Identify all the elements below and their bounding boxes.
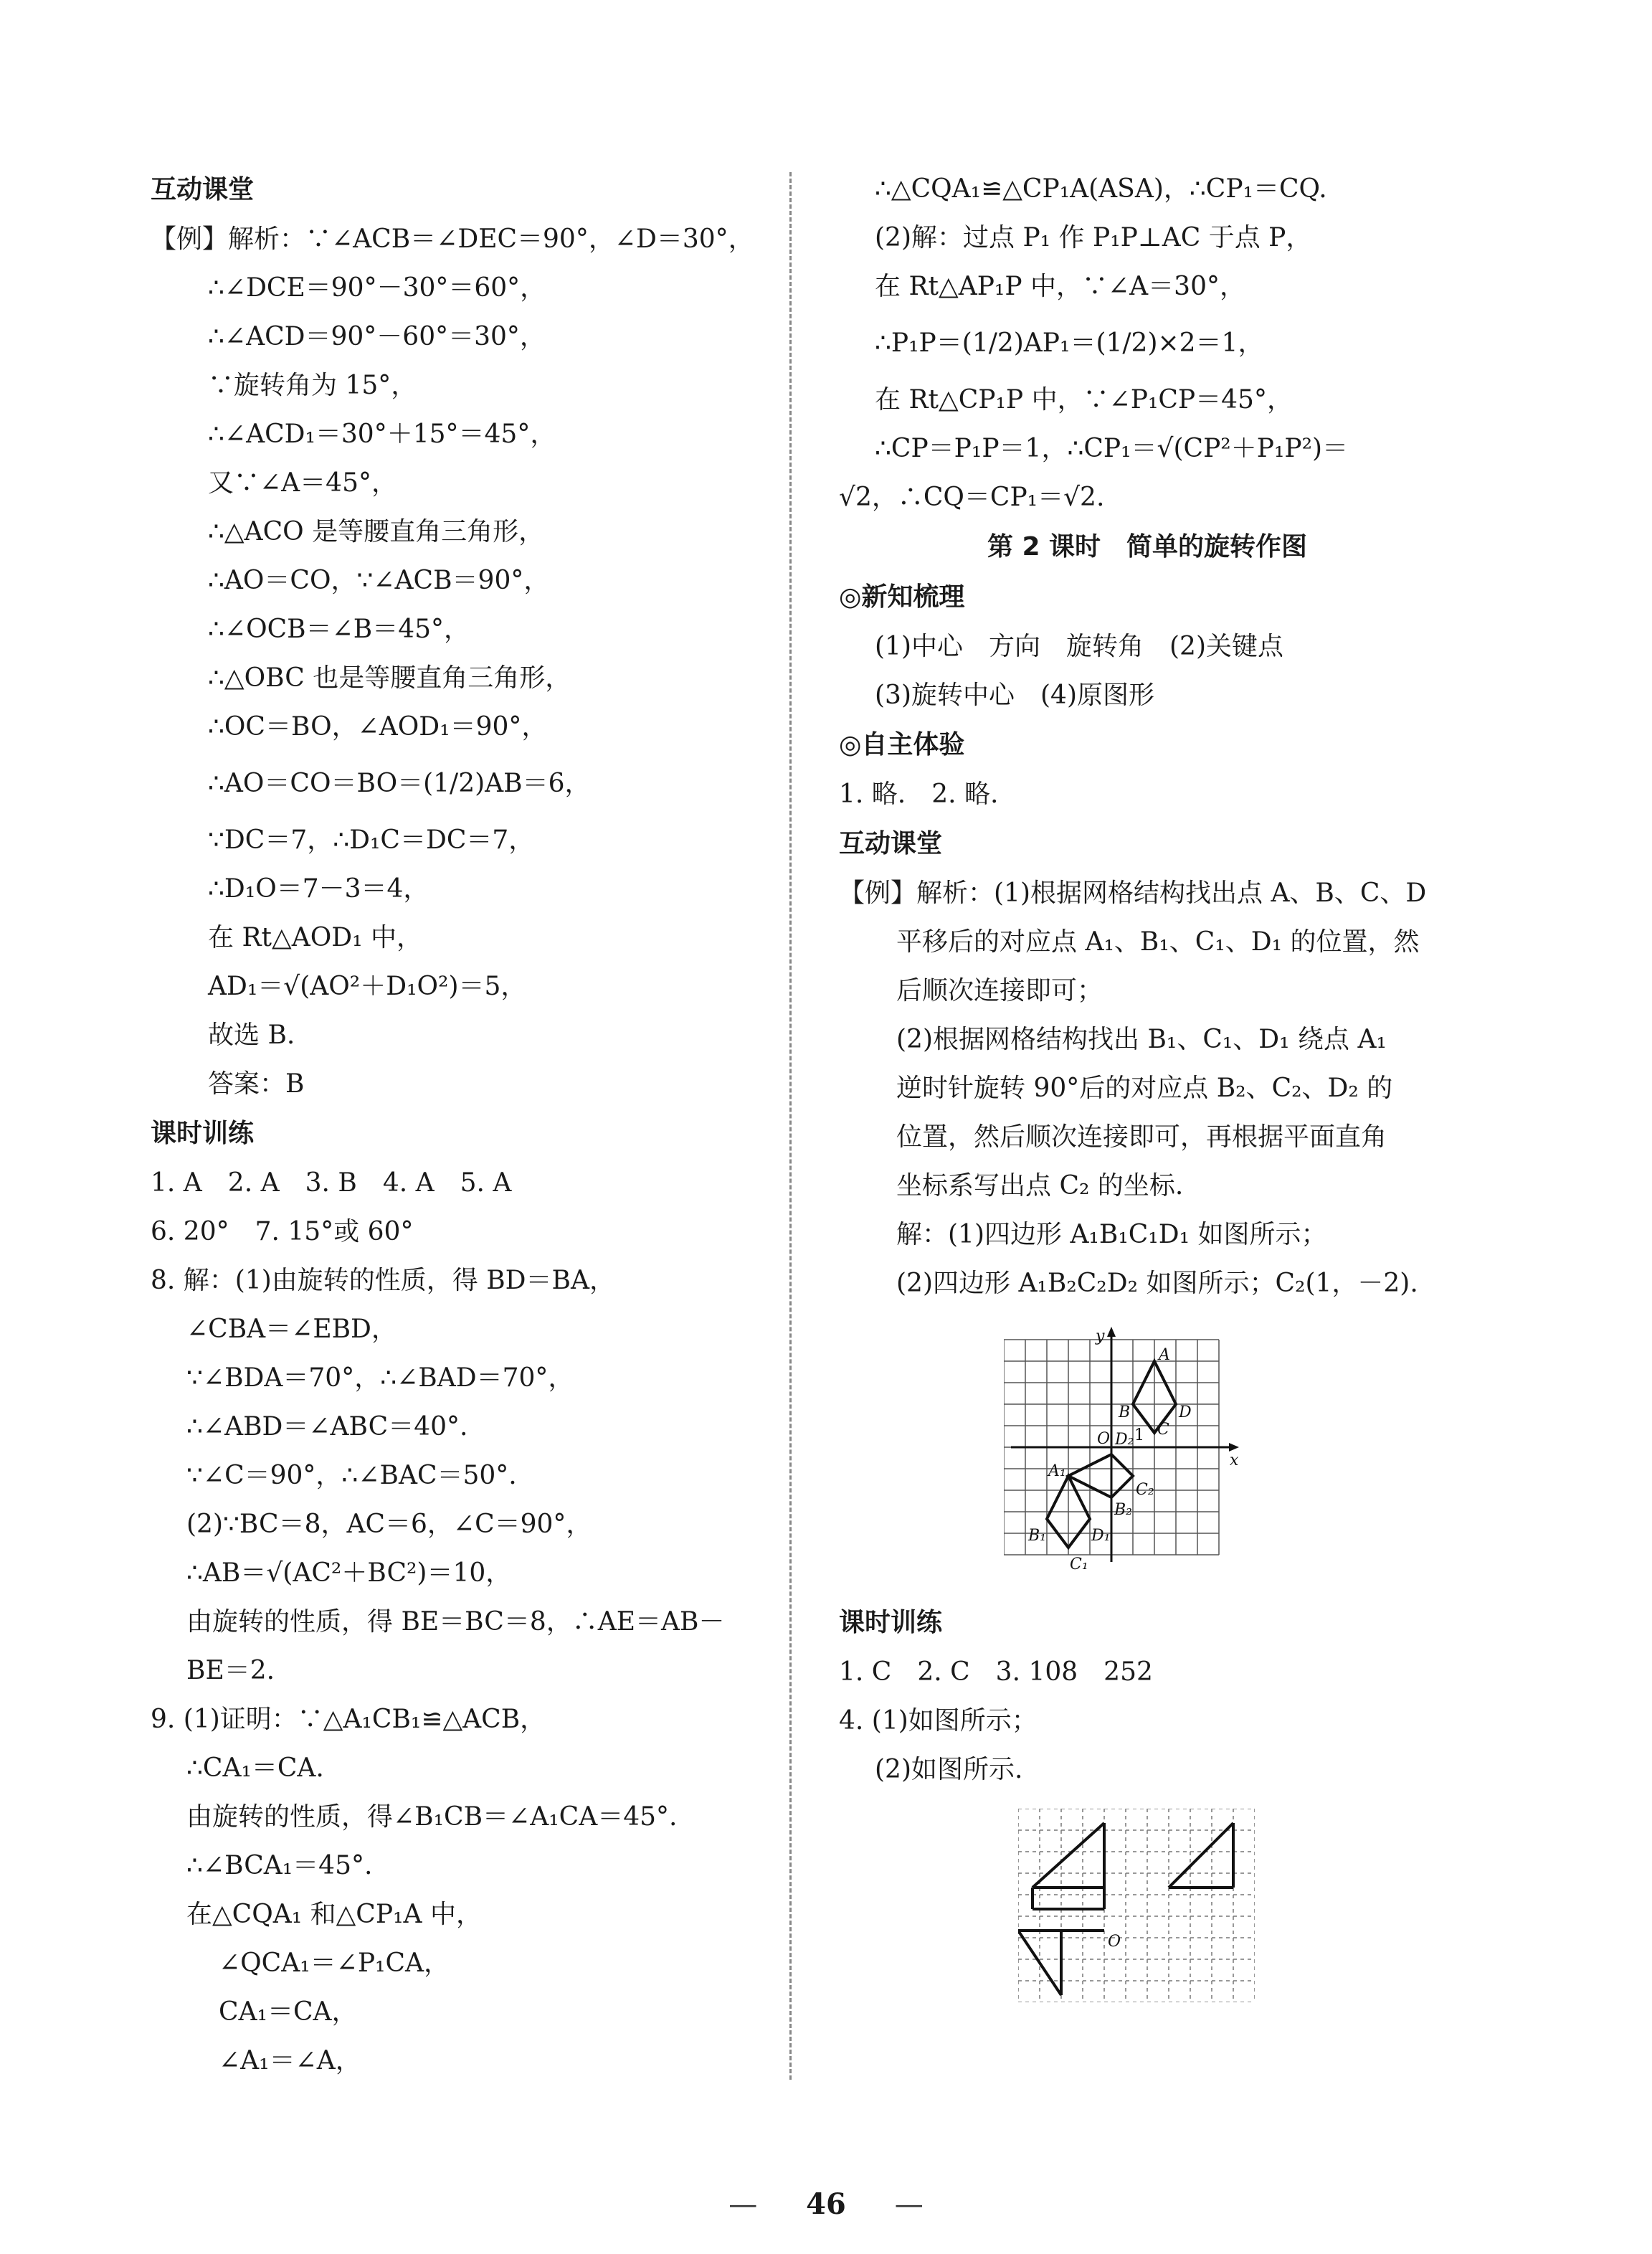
text-line: ∴AO＝CO＝BO＝(1/2)AB＝6，	[208, 769, 591, 798]
text-line: (2)四边形 A₁B₂C₂D₂ 如图所示；C₂(1，－2).	[896, 1269, 1418, 1298]
left-column	[151, 165, 767, 2085]
text-line: ∴OC＝BO，∠AOD₁＝90°，	[208, 712, 548, 742]
text-line: 逆时针旋转 90°后的对应点 B₂、C₂、D₂ 的	[896, 1074, 1393, 1103]
text-line: (1)中心 方向 旋转角 (2)关键点	[875, 632, 1283, 661]
label-B: B	[1119, 1403, 1131, 1421]
label-C: C	[1157, 1421, 1169, 1439]
text-line: ∴AO＝CO，∵∠ACB＝90°，	[208, 566, 550, 595]
text-line: 后顺次连接即可；	[896, 976, 1103, 1005]
text-line: 1. 略. 2. 略.	[839, 780, 999, 809]
label-D1: D₁	[1091, 1527, 1111, 1545]
text-line: ∴∠ACD₁＝30°＋15°＝45°，	[208, 420, 556, 449]
text-line: 在 Rt△AP₁P 中，∵∠A＝30°，	[875, 272, 1245, 301]
label-origin-2: O	[1108, 1933, 1121, 1951]
section-heading: 互动课堂	[151, 175, 255, 204]
text-line: CA₁＝CA，	[219, 1997, 358, 2027]
label-origin: O	[1097, 1430, 1111, 1448]
label-one: 1	[1134, 1426, 1144, 1444]
page-number: — 46 —	[728, 2187, 924, 2221]
label-A: A	[1159, 1346, 1170, 1364]
rotation-grid-figure	[1018, 1809, 1255, 2002]
text-line: ∴D₁O＝7－3＝4，	[208, 874, 429, 904]
text-line: (2)如图所示.	[875, 1755, 1023, 1784]
text-line: (2)根据网格结构找出 B₁、C₁、D₁ 绕点 A₁	[896, 1025, 1387, 1054]
text-line: ∴CP＝P₁P＝1，∴CP₁＝√(CP²＋P₁P²)＝	[875, 434, 1349, 463]
label-D: D	[1179, 1403, 1192, 1421]
text-line: (2)解：过点 P₁ 作 P₁P⊥AC 于点 P，	[875, 223, 1312, 252]
text-line: ∴∠ACD＝90°－60°＝30°，	[208, 322, 546, 351]
text-line: 8. 解：(1)由旋转的性质，得 BD＝BA，	[151, 1266, 616, 1295]
text-line: ∠CBA＝∠EBD，	[186, 1315, 397, 1344]
text-line: ∴△OBC 也是等腰直角三角形，	[208, 663, 571, 693]
text-line: 由旋转的性质，得 BE＝BC＝8，∴AE＝AB－	[186, 1607, 725, 1637]
text-line: 故选 B.	[208, 1021, 295, 1050]
text-line: ∴△ACO 是等腰直角三角形，	[208, 517, 545, 546]
text-line: ∠QCA₁＝∠P₁CA，	[219, 1948, 450, 1978]
section-heading: 第 2 课时 简单的旋转作图	[987, 532, 1308, 562]
text-line: 由旋转的性质，得∠B₁CB＝∠A₁CA＝45°.	[186, 1802, 678, 1832]
section-heading: ◎自主体验	[839, 730, 965, 759]
text-line: √2，∴CQ＝CP₁＝√2.	[839, 483, 1105, 512]
section-heading: 课时训练	[839, 1608, 943, 1637]
text-line: ∵∠C＝90°，∴∠BAC＝50°.	[186, 1461, 517, 1490]
section-heading: ◎新知梳理	[839, 582, 965, 612]
text-line: 1. C 2. C 3. 108 252	[839, 1657, 1153, 1687]
text-line: 在 Rt△AOD₁ 中，	[208, 923, 422, 952]
text-line: ∴△CQA₁≌△CP₁A(ASA)，∴CP₁＝CQ.	[875, 174, 1327, 204]
page-number-value: 46	[806, 2187, 846, 2221]
text-line: ∵∠BDA＝70°，∴∠BAD＝70°，	[186, 1363, 574, 1393]
text-line: ∴∠OCB＝∠B＝45°，	[208, 615, 470, 644]
label-D2: D₂	[1115, 1431, 1134, 1449]
label-A1: A₁	[1048, 1462, 1066, 1480]
right-column	[839, 165, 1456, 2002]
label-x: x	[1230, 1452, 1239, 1469]
text-line: BE＝2.	[186, 1656, 275, 1685]
label-C2: C₂	[1136, 1481, 1154, 1499]
text-line: ∴AB＝√(AC²＋BC²)＝10，	[186, 1558, 512, 1588]
text-line: ∵DC＝7，∴D₁C＝DC＝7，	[208, 825, 535, 855]
text-line: 在 Rt△CP₁P 中，∵∠P₁CP＝45°，	[875, 385, 1293, 415]
label-C1: C₁	[1070, 1555, 1088, 1573]
section-heading: 互动课堂	[839, 829, 943, 858]
text-line: 答案：B	[208, 1069, 305, 1099]
text-line: ∴∠ABD＝∠ABC＝40°.	[186, 1412, 468, 1441]
text-line: 平移后的对应点 A₁、B₁、C₁、D₁ 的位置，然	[896, 927, 1420, 957]
text-line: 9. (1)证明：∵△A₁CB₁≌△ACB，	[151, 1705, 546, 1734]
text-line: ∴P₁P＝(1/2)AP₁＝(1/2)×2＝1，	[875, 328, 1264, 358]
text-line: 在△CQA₁ 和△CP₁A 中，	[186, 1900, 482, 1929]
text-line: 位置，然后顺次连接即可，再根据平面直角	[896, 1122, 1387, 1152]
text-line: ∴∠DCE＝90°－30°＝60°，	[208, 273, 546, 303]
label-B1: B₁	[1028, 1527, 1046, 1545]
column-divider	[789, 172, 792, 2080]
text-line: 6. 20° 7. 15°或 60°	[151, 1217, 414, 1246]
text-line: 解：(1)四边形 A₁B₁C₁D₁ 如图所示；	[896, 1220, 1327, 1249]
text-line: 【例】解析：∵∠ACB＝∠DEC＝90°，∠D＝30°，	[151, 224, 754, 254]
text-line: 坐标系写出点 C₂ 的坐标.	[896, 1171, 1184, 1201]
label-y: y	[1096, 1327, 1105, 1345]
text-line: 4. (1)如图所示；	[839, 1706, 1038, 1736]
text-line: ∴∠BCA₁＝45°.	[186, 1851, 373, 1880]
text-line: 又∵∠A＝45°，	[208, 468, 397, 498]
text-line: AD₁＝√(AO²＋D₁O²)＝5，	[208, 972, 527, 1001]
text-line: (2)∵BC＝8，AC＝6，∠C＝90°，	[186, 1510, 592, 1539]
text-line: 1. A 2. A 3. B 4. A 5. A	[151, 1168, 512, 1198]
text-line: ∵旋转角为 15°，	[208, 371, 417, 400]
label-B2: B₂	[1114, 1501, 1132, 1519]
text-line: 【例】解析：(1)根据网格结构找出点 A、B、C、D	[839, 879, 1427, 908]
coordinate-grid-figure	[1004, 1325, 1240, 1583]
text-line: ∠A₁＝∠A，	[219, 2046, 361, 2075]
text-line: (3)旋转中心 (4)原图形	[875, 681, 1154, 710]
section-heading: 课时训练	[151, 1119, 255, 1148]
text-line: ∴CA₁＝CA.	[186, 1753, 324, 1783]
